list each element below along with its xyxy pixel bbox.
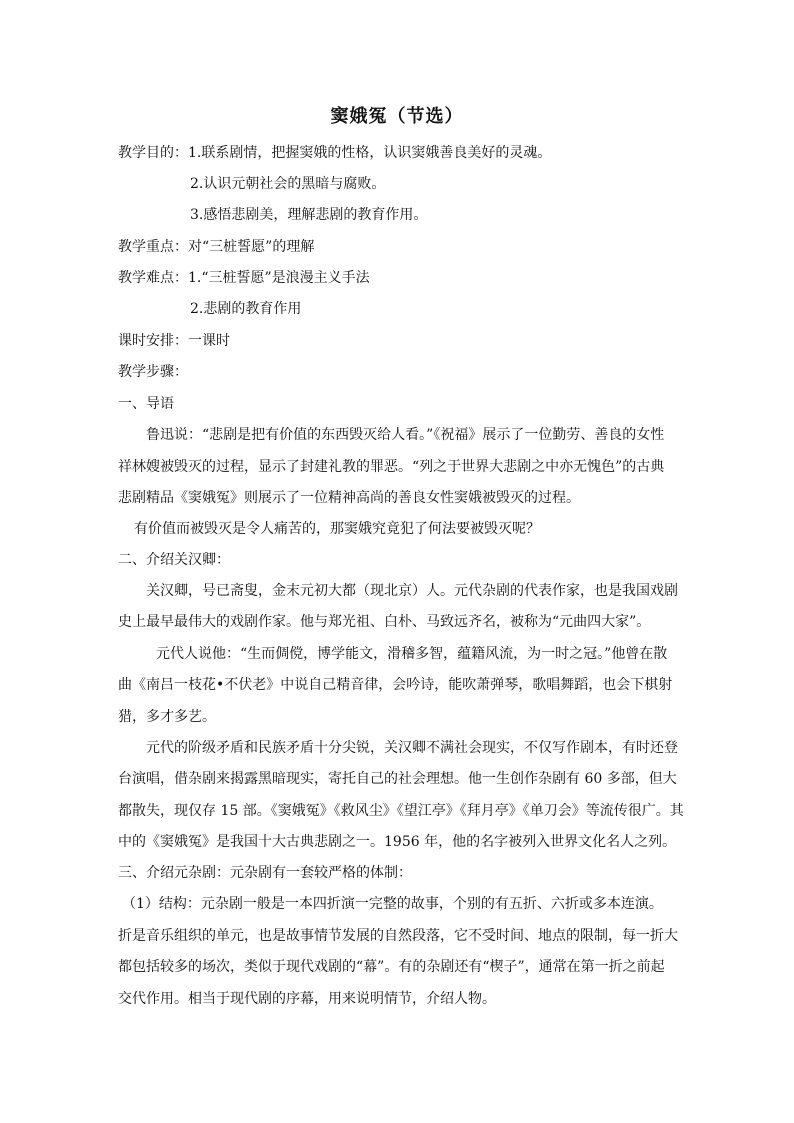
paragraph-line: 交代作用。相当于现代剧的序幕，用来说明情节，介绍人物。	[118, 991, 496, 1007]
paragraph-line: 都包括较多的场次，类似于现代戏剧的“幕”。有的杂剧还有“楔子”，通常在第一折之前起	[118, 959, 665, 975]
paragraph-line: 元代人说他：“生而倜傥，博学能文，滑稽多智，蕴籍风流，为一时之冠。”他曾在散	[156, 646, 668, 662]
paragraph-line: 悲剧精品《窦娥冤》则展示了一位精神高尚的善良女性窦娥被毁灭的过程。	[118, 490, 580, 506]
paragraph-line: 元代的阶级矛盾和民族矛盾十分尖锐，关汉卿不满社会现实，不仅写作剧本，有时还登	[146, 740, 678, 756]
document-title: 窦娥冤（节选）	[330, 106, 464, 127]
section-heading-guan-hanqing: 二、介绍关汉卿：	[118, 552, 230, 568]
paragraph-line: 祥林嫂被毁灭的过程，显示了封建礼教的罪恶。“列之于世界大悲剧之中亦无愧色”的古典	[118, 459, 665, 475]
paragraph-line: （1）结构：元杂剧一般是一本四折演一完整的故事，个别的有五折、六折或多本连演。	[122, 896, 663, 912]
teaching-goal-1: 教学目的：1.联系剧情，把握窦娥的性格，认识窦娥善良美好的灵魂。	[118, 145, 552, 161]
paragraph-line: 台演唱，借杂剧来揭露黑暗现实，寄托自己的社会理想。他一生创作杂剧有 60 多部，但大	[118, 771, 677, 787]
teaching-difficulty-2: 2.悲剧的教育作用	[190, 301, 302, 317]
paragraph-line: 猎，多才多艺。	[118, 709, 216, 725]
section-heading-yuan-zaju: 三、介绍元杂剧：元杂剧有一套较严格的体制：	[118, 865, 412, 881]
paragraph-line: 曲《南吕一枝花•不伏老》中说自己精音律，会吟诗，能吹萧弹琴，歌唱舞蹈，也会下棋射	[118, 677, 673, 693]
paragraph-line: 中的《窦娥冤》是我国十大古典悲剧之一。1956 年，他的名字被列入世界文化名人之列。	[118, 834, 677, 850]
section-heading-intro: 一、导语	[118, 396, 174, 412]
teaching-goal-3: 3.感悟悲剧美，理解悲剧的教育作用。	[190, 207, 428, 223]
teaching-goal-2: 2.认识元朝社会的黑暗与腐败。	[190, 176, 386, 192]
paragraph-line: 折是音乐组织的单元，也是故事情节发展的自然段落，它不受时间、地点的限制，每一折大	[118, 928, 678, 944]
teaching-steps-heading: 教学步骤：	[118, 364, 188, 380]
paragraph-line: 关汉卿，号已斋叟，金末元初大都（现北京）人。元代杂剧的代表作家，也是我国戏剧	[146, 583, 678, 599]
paragraph-line: 史上最早最伟大的戏剧作家。他与郑光祖、白朴、马致远齐名，被称为“元曲四大家”。	[118, 614, 651, 630]
paragraph-line: 都散失，现仅存 15 部。《窦娥冤》《救风尘》《望江亭》《拜月亭》《单刀会》等流传很广。其	[118, 803, 684, 819]
teaching-focus: 教学重点：对“三桩誓愿”的理解	[118, 239, 315, 255]
paragraph-line: 鲁迅说：“悲剧是把有价值的东西毁灭给人看。”《祝福》展示了一位勤劳、善良的女性	[146, 427, 665, 443]
teaching-difficulty-1: 教学难点：1.“三桩誓愿”是浪漫主义手法	[118, 270, 370, 286]
class-hours: 课时安排：一课时	[118, 333, 230, 349]
paragraph-line: 有价值而被毁灭是令人痛苦的，那窦娥究竟犯了何法要被毁灭呢？	[134, 521, 540, 537]
